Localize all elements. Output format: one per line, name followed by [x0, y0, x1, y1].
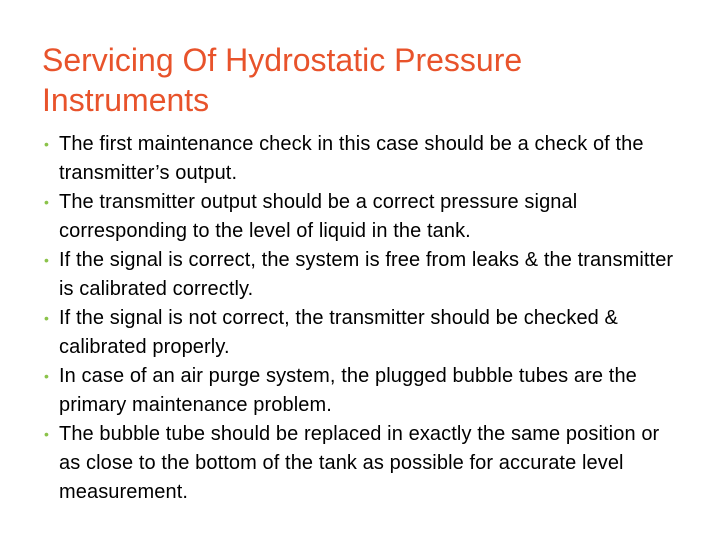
bullet-text: In case of an air purge system, the plugged bubble tubes are the primary maintenance problem.	[59, 365, 637, 416]
bullet-text: The first maintenance check in this case should be a check of the transmitter’s output.	[59, 133, 644, 184]
bullet-dot-icon: •	[44, 194, 50, 210]
bullet-text: The bubble tube should be replaced in exactly the same position or as close to the bottom of the tank as possible for accurate level measurement.	[59, 423, 660, 503]
bullet-dot-icon: •	[44, 426, 50, 442]
bullet-dot-icon: •	[44, 368, 50, 384]
bullet-list	[44, 130, 680, 507]
bullet-item	[44, 246, 680, 304]
bullet-dot-icon: •	[44, 252, 50, 268]
bullet-text: The transmitter output should be a correct pressure signal corresponding to the level of liquid in the tank.	[59, 191, 578, 242]
bullet-text: If the signal is not correct, the transmitter should be checked & calibrated properly.	[59, 307, 618, 358]
bullet-item	[44, 188, 680, 246]
slide-title: Servicing Of Hydrostatic Pressure Instruments	[42, 42, 523, 118]
bullet-item	[44, 304, 680, 362]
bullet-item	[44, 362, 680, 420]
bullet-item	[44, 130, 680, 188]
bullet-item	[44, 420, 680, 507]
bullet-dot-icon: •	[44, 310, 50, 326]
bullet-dot-icon: •	[44, 136, 50, 152]
bullet-text: If the signal is correct, the system is free from leaks & the transmitter is calibrated correctly.	[59, 249, 674, 300]
